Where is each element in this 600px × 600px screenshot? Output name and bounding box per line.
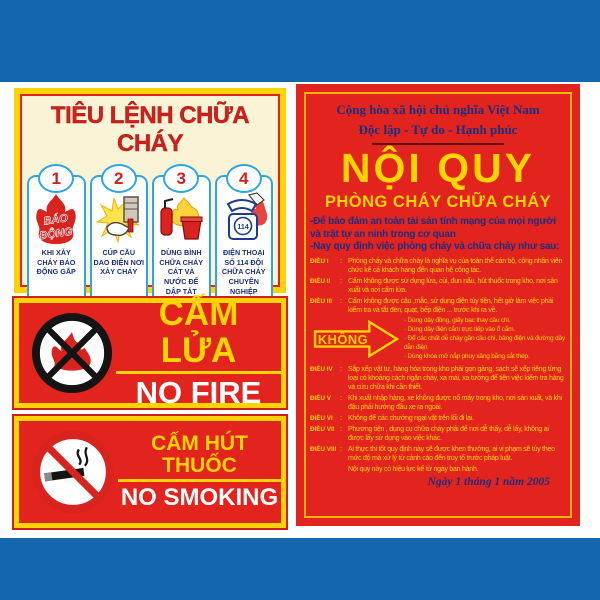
step-1-alarm	[27, 168, 86, 313]
svg-text:BÁO: BÁO	[43, 212, 69, 228]
telephone-114-icon	[219, 191, 269, 247]
khong-arrow-icon	[312, 319, 400, 359]
svg-text:ĐỘNG: ĐỘNG	[39, 225, 74, 243]
svg-text:KHÔNG: KHÔNG	[317, 332, 369, 348]
intro-paragraph	[310, 216, 566, 254]
article-text: Sắp xếp vật tư, hàng hóa trong kho phải gọn gàng, sạch sẽ xếp riêng từng loại có khoảng cách ngăn cháy, xa mái, xa tường để tiện việc kiểm tra hàng và cứu chữa khi cần thiết.	[348, 365, 564, 391]
no-fire-label-en: NO FIRE	[135, 375, 262, 411]
no-smoking-label-vi: CẤM HÚT THUỐC	[118, 433, 281, 482]
article-text: Phòng cháy và chữa cháy là nghĩa vụ của toàn thể cán bộ, công nhân viên chức kể cả khách hàng đến quan hệ công tác.	[348, 257, 563, 274]
article-row: ĐIỀU II : Cấm không được sử dụng lửa, củi, đun nấu, hút thuốc trong kho, nơi sản xuất và nơi cấm lửa.	[310, 277, 566, 295]
national-motto-line1: Cộng hòa xã hội chủ nghĩa Việt Nam	[336, 102, 540, 117]
intro-line: -Nay quy định việc phòng cháy và chữa cháy như sau:	[310, 241, 560, 253]
step-caption: ĐIỆN THOẠI SỐ 114 ĐỘI CHỮA CHÁY CHUYÊN NGHIỆP	[221, 248, 266, 296]
step-3-extinguish	[152, 168, 211, 313]
step-4-call-114	[215, 168, 274, 313]
article-text: Ai thực thi tốt quy định này sẽ được khen thưởng, ai vi phạm sẽ tùy theo mức độ mà xử lý từ cảnh cáo đến truy tố trước pháp luật.	[348, 446, 555, 463]
no-smoking-icon	[28, 427, 118, 517]
article-row: ĐIỀU V : Khi xuất nhập hàng, xe không được nổ máy trong kho, nơi sản xuất, và khi đậu phải hướng đầu xe ra ngoài.	[310, 394, 566, 412]
articles-4-8	[310, 365, 566, 464]
article-row: ĐIỀU VI : Không để các chướng ngại vật trên lối đi lại.	[310, 414, 566, 423]
step-number-badge: 4	[226, 164, 262, 193]
article-label: ĐIỀU VIII	[310, 446, 337, 454]
no-fire-sign	[14, 293, 286, 411]
khong-prohibitions-block	[312, 317, 566, 361]
intro-line: -Để bảo đảm an toàn tài sản tính mạng của mọi người và trật tự an ninh trong cơ quan	[310, 216, 556, 240]
step-number-badge: 3	[163, 164, 199, 193]
extinguisher-sand-water-icon	[156, 191, 206, 247]
step-caption: KHI XẢY CHÁY BÁO ĐỘNG GẤP	[36, 248, 76, 277]
article-label: ĐIỀU VII	[310, 426, 335, 434]
national-motto-line2: Độc lập - Tự do - Hạnh phúc	[358, 122, 518, 137]
article-label: ĐIỀU III	[310, 297, 333, 305]
instruction-steps	[22, 168, 278, 313]
article-label: ĐIỀU V	[310, 394, 331, 402]
article-label: ĐIỀU IV	[310, 365, 333, 373]
svg-text:114: 114	[237, 224, 249, 231]
article-label: ĐIỀU II	[310, 277, 331, 285]
article-text: Cấm không được câu ,mắc, sử dụng điện tùy tiện, hết giờ làm việc phải kiểm tra và tắt đèn, quạt, bếp điện ... trước khi ra về.	[348, 297, 554, 315]
flame-alarm-icon	[31, 191, 81, 247]
article-text: Không để các chướng ngại vật trên lối đi lại.	[348, 415, 474, 423]
step-caption: CÚP CẦU DAO ĐIỆN NƠI XẢY CHÁY	[93, 248, 144, 277]
no-fire-icon	[28, 309, 116, 397]
article-row: ĐIỀU VIII : Ai thực thi tốt quy định này sẽ được khen thưởng, ai vi phạm sẽ tùy theo mức độ mà xử lý từ cảnh cáo đến truy tố trước pháp luật.	[310, 445, 566, 463]
article-row: ĐIỀU III : Cấm không được câu ,mắc, sử dụng điện tùy tiện, hết giờ làm việc phải kiểm tra và tắt đèn, quạt, bếp điện ... trước khi ra về.	[310, 297, 566, 315]
step-number-badge: 2	[101, 164, 137, 193]
article-text: Cấm không được sử dụng lửa, củi, đun nấu, hút thuốc trong kho, nơi sản xuất và nơi cấm lửa.	[348, 277, 558, 294]
khong-item: · Dùng dây đồng, giấy bạc thay cầu chì.	[404, 317, 511, 325]
article-text: Khi xuất nhập hàng, xe không được nổ máy trong kho, nơi sản xuất, và khi đậu phải hướng đầu xe ra ngoài.	[348, 394, 562, 411]
regulations-title: NỘI QUY	[340, 145, 536, 191]
fire-regulations-panel	[296, 84, 580, 526]
step-number-badge: 1	[38, 164, 74, 193]
effective-date: Ngày 1 tháng 1 năm 2005	[427, 475, 550, 488]
article-label: ĐIỀU I	[310, 257, 329, 265]
article-label: ĐIỀU VI	[310, 415, 333, 423]
articles-1-3	[310, 257, 566, 316]
step-2-cut-power	[90, 168, 149, 313]
step-caption: DÙNG BÌNH CHỮA CHÁY CÁT VÀ NƯỚC ĐỂ DẬP TẮT	[159, 248, 204, 296]
fire-instructions-sign	[14, 88, 286, 296]
article-row: ĐIỀU IV : Sắp xếp vật tư, hàng hóa trong kho phải gọn gàng, sạch sẽ xếp riêng từng loại có khoảng cách ngăn cháy, xa mái, xa tường để tiện việc kiểm tra hàng và cứu chữa khi cần thiết.	[310, 365, 566, 392]
khong-item: · Để các chất dễ cháy gần cầu chì, bảng điện và đường dây dẫn điện	[404, 334, 565, 351]
article-text: Phương tiện , dụng cụ chữa cháy phải để nơi dễ thấy, dễ lấy, không ai được lấy sử dụng vào việc khác.	[348, 426, 549, 443]
power-switch-icon	[94, 191, 144, 247]
no-smoking-label-en: NO SMOKING	[120, 484, 279, 512]
article-row: ĐIỀU VII : Phương tiện , dụng cụ chữa cháy phải để nơi dễ thấy, dễ lấy, không ai được lấy sử dụng vào việc khác.	[310, 425, 566, 443]
khong-item: · Dùng khóa mở nắp phuy xăng bằng sắt thép.	[404, 352, 530, 360]
khong-items	[404, 317, 566, 361]
no-smoking-sign	[14, 416, 286, 528]
khong-item: · Dùng dây điện cắm trực tiếp vào ổ cắm.	[404, 326, 515, 333]
article-row: ĐIỀU I : Phòng cháy và chữa cháy là nghĩa vụ của toàn thể cán bộ, công nhân viên chức kể cả khách hàng đến quan hệ công tác.	[310, 257, 566, 275]
closing-statement: Nội quy này có hiệu lực kể từ ngày ban hành.	[348, 465, 479, 473]
fire-instructions-title: TIÊU LỆNH CHỮA CHÁY	[50, 102, 250, 157]
regulations-subtitle: PHÒNG CHÁY CHỮA CHÁY	[324, 193, 552, 212]
no-fire-label-vi: CẤM LỬA	[116, 296, 281, 375]
